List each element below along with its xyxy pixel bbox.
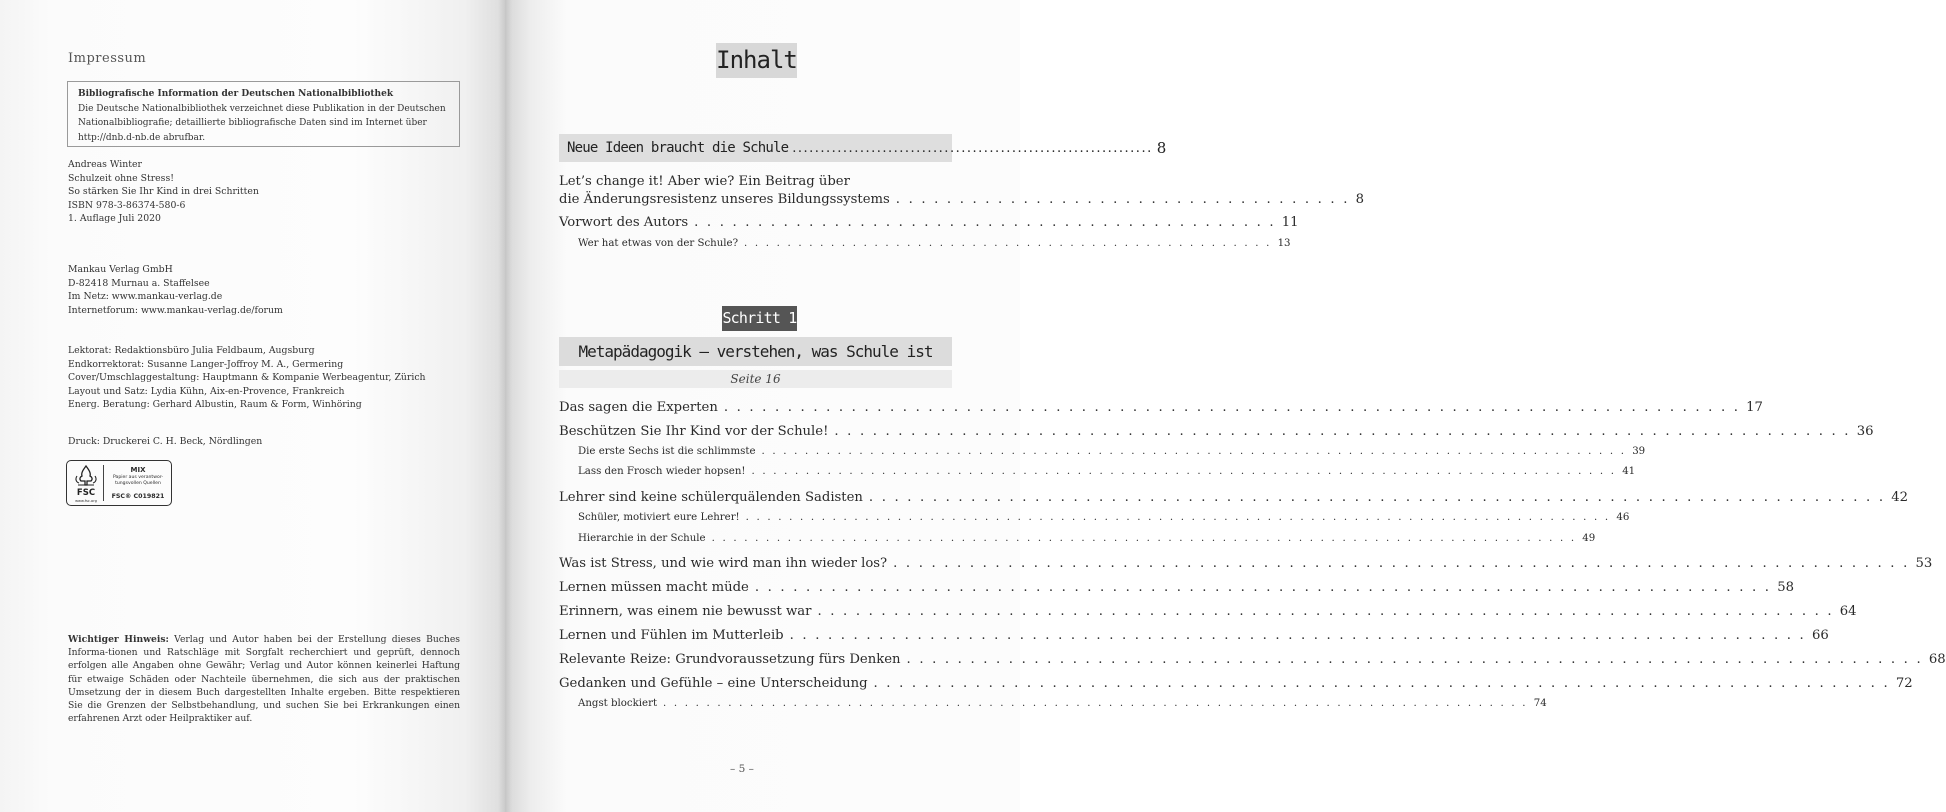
- step-title-bar[interactable]: Metapädagogik – verstehen, was Schule ist: [559, 337, 952, 366]
- toc-page: 74: [1533, 698, 1547, 709]
- toc-page: 46: [1616, 512, 1630, 523]
- isbn: ISBN 978-3-86374-580-6: [68, 199, 186, 211]
- credit-line: Energ. Beratung: Gerhard Albustin, Raum & Form, Winhöring: [68, 399, 362, 410]
- toc-entry[interactable]: [578, 446, 1646, 461]
- biblio-title: Bibliografische Information der Deutschen Nationalbibliothek: [78, 89, 394, 99]
- biblio-line: Die Deutsche Nationalbibliothek verzeichnet diese Publikation in der Deutschen: [78, 103, 446, 114]
- leader-dots: . . . . . . . . . . . . . . . . . . . . . . . . . . . . . . . . . . . . . . . . . . . . . .: [694, 215, 1276, 230]
- toc-entry[interactable]: [559, 580, 1794, 600]
- toc-page: 11: [1281, 215, 1299, 230]
- publisher-line: D-82418 Murnau a. Staffelsee: [68, 277, 210, 289]
- step-page-bar: Seite 16: [559, 370, 952, 388]
- toc-label: Wer hat etwas von der Schule?: [578, 238, 739, 249]
- toc-entry[interactable]: [578, 512, 1630, 527]
- toc-label: Hierarchie in der Schule: [578, 533, 706, 544]
- toc-page: 49: [1582, 533, 1596, 544]
- leader-dots: . . . . . . . . . . . . . . . . . . . . . . . . . . . . . . . . . . . . . . . . . . . . . . . . . . . . . . . . . . . . . . . . . . . . . . . . . . . . . . . .: [754, 580, 1772, 595]
- toc-entry[interactable]: [559, 400, 1763, 420]
- toc-page: 58: [1777, 580, 1794, 595]
- book-title: Schulzeit ohne Stress!: [68, 172, 174, 184]
- book-info: [68, 158, 259, 226]
- toc-page: 13: [1277, 238, 1291, 249]
- publisher-line: Mankau Verlag GmbH: [68, 264, 173, 275]
- fsc-website: www.fsc.org: [75, 499, 97, 503]
- toc-entry[interactable]: [578, 698, 1547, 713]
- toc-entry-vorwort[interactable]: [559, 215, 1299, 235]
- toc-entry-wer-hat-etwas[interactable]: [578, 238, 1291, 253]
- warning-label: Wichtiger Hinweis:: [68, 634, 169, 645]
- credits: [68, 344, 426, 412]
- leader-dots: . . . . . . . . . . . . . . . . . . . . . . . . . . . . . . . . . . . . . . . . . . . . . . . . . . . . . . . . . . . . . . . . . . . . . . . . . . . . . . . .: [789, 628, 1806, 643]
- leader-dots: ................................................................: [792, 140, 1153, 156]
- toc-label: Schüler, motiviert eure Lehrer!: [578, 512, 740, 523]
- fsc-label: [66, 460, 172, 506]
- toc-page: 72: [1895, 676, 1913, 691]
- leader-dots: . . . . . . . . . . . . . . . . . . . . . . . . . . . . . . . . . . . . . . . . . . . . . . . . . . . . . . . . . . . . . . . . . . . . . . . . . . . . . . . .: [723, 400, 1741, 415]
- toc-page: 17: [1746, 400, 1763, 415]
- fsc-divider: [103, 465, 104, 501]
- toc-entry[interactable]: [559, 652, 1946, 672]
- leader-dots: . . . . . . . . . . . . . . . . . . . . . . . . . . . . . . . . . . . . . . . . . . . . . . . . . . . . . . . . . . . . . . . . . . . . . . . . . . . . . . . .: [745, 512, 1611, 523]
- fsc-tree-logo-icon: [72, 464, 100, 502]
- toc-page: 53: [1915, 556, 1933, 571]
- toc-entry[interactable]: [559, 424, 1874, 444]
- biblio-line: Nationalbibliografie; detaillierte bibliografische Daten sind im Internet über: [78, 118, 427, 128]
- toc-label: die Änderungsresistenz unseres Bildungssystems: [559, 192, 890, 207]
- leader-dots: . . . . . . . . . . . . . . . . . . . . . . . . . . . . . . . . . . . . . . . . . . . . . . . . . . . . . . . . . . . . . . . . . . . . . . . . . . . . . . . .: [751, 466, 1617, 477]
- toc-entry[interactable]: [578, 533, 1596, 548]
- contents-heading: Inhalt: [716, 43, 797, 78]
- step-badge: Schritt 1: [722, 306, 797, 331]
- fsc-mix-label: MIX: [130, 466, 146, 474]
- leader-dots: . . . . . . . . . . . . . . . . . . . . . . . . . . . . . . . . . . . . . . . . . . . . . . . . . . . . . . . . . . . . . . . . . . . . . . . . . . . . . . . .: [834, 424, 1851, 439]
- fsc-sub-line: Papier aus verantwor-: [112, 475, 164, 480]
- toc-entry[interactable]: [578, 466, 1636, 481]
- publisher-line: Internetforum: www.mankau-verlag.de/forum: [68, 304, 283, 316]
- book-subtitle: So stärken Sie Ihr Kind in drei Schritten: [68, 186, 259, 197]
- toc-page: 41: [1622, 466, 1636, 477]
- leader-dots: . . . . . . . . . . . . . . . . . . . . . . . . . . . . . . . . . . . . . . . . . . . . . . . . . . . . . . . . . . . . . . . . . . . . . . . . . . . . . . . .: [761, 446, 1627, 457]
- leader-dots: . . . . . . . . . . . . . . . . . . . . . . . . . . . . . . . . . . . . . . . . . . . . . . . . . . . . . . . . . . . . . . . . . . . . . . . . . . . . . . . .: [893, 556, 1910, 571]
- credit-line: Lektorat: Redaktionsbüro Julia Feldbaum, Augsburg: [68, 345, 315, 356]
- fsc-code: FSC® C019821: [111, 493, 165, 500]
- toc-entry[interactable]: [559, 604, 1857, 624]
- leader-dots: . . . . . . . . . . . . . . . . . . . . . . . . . . . . . . . . . . . . . . . . . . . . . . . . . . . . . . . . . . . . . . . . . . . . . . . . . . . . . . . .: [817, 604, 1834, 619]
- leader-dots: . . . . . . . . . . . . . . . . . . . . . . . . . . . . . . . . . . . . . . . . . . . . . . . . . . . . . . . . . . . . . . . . . . . . . . . . . . . . . . . .: [906, 652, 1923, 667]
- fsc-subtext: [107, 475, 169, 486]
- toc-label: Lass den Frosch wieder hopsen!: [578, 466, 746, 477]
- leader-dots: . . . . . . . . . . . . . . . . . . . . . . . . . . . . . . . . . . . . . . . . . . . . . . . . . . . . . . . . . . . . . . . . . . . . . . . . . . . . . . . .: [711, 533, 1577, 544]
- toc-page: 64: [1839, 604, 1857, 619]
- print-info: Druck: Druckerei C. H. Beck, Nördlingen: [68, 436, 263, 447]
- toc-entry[interactable]: [559, 628, 1829, 648]
- toc-page: 39: [1632, 446, 1646, 457]
- publisher-info: [68, 263, 283, 317]
- left-page-impressum: [0, 0, 505, 812]
- edition: 1. Auflage Juli 2020: [68, 213, 161, 224]
- toc-label: Lernen müssen macht müde: [559, 580, 749, 595]
- toc-label: Gedanken und Gefühle – eine Unterscheidung: [559, 676, 868, 691]
- toc-label: Lehrer sind keine schülerquälenden Sadisten: [559, 490, 863, 505]
- author-name: Andreas Winter: [68, 159, 142, 170]
- section-label: Neue Ideen braucht die Schule: [567, 140, 789, 156]
- credit-line: Endkorrektorat: Susanne Langer-Joffroy M. A., Germering: [68, 358, 344, 370]
- toc-label: Vorwort des Autors: [559, 215, 689, 230]
- toc-label: Was ist Stress, und wie wird man ihn wieder los?: [559, 556, 888, 571]
- book-gutter-shadow: [498, 0, 512, 812]
- section-page: 8: [1156, 139, 1167, 157]
- page-number: – 5 –: [730, 763, 754, 775]
- toc-label: Lernen und Fühlen im Mutterleib: [559, 628, 784, 643]
- section-bar-neue-ideen[interactable]: [559, 134, 1167, 162]
- leader-dots: . . . . . . . . . . . . . . . . . . . . . . . . . . . . . . . . . . . . . . . . . . . . . . . . .: [744, 238, 1272, 249]
- toc-entry-lets-change[interactable]: [559, 192, 1364, 212]
- biblio-info-box: [67, 81, 460, 147]
- fsc-sub-line: tungsvollen Quellen: [115, 480, 161, 486]
- leader-dots: . . . . . . . . . . . . . . . . . . . . . . . . . . . . . . . . . . . . . . . . . . . . . . . . . . . . . . . . . . . . . . . . . . . . . . . . . . . . . . . .: [868, 490, 1886, 505]
- leader-dots: . . . . . . . . . . . . . . . . . . . . . . . . . . . . . . . . . . . . . . . . . . . . . . . . . . . . . . . . . . . . . . . . . . . . . . . . . . . . . . . .: [873, 676, 1890, 691]
- toc-page: 42: [1891, 490, 1909, 505]
- publisher-line: Im Netz: www.mankau-verlag.de: [68, 291, 223, 302]
- toc-entry-line1: Let’s change it! Aber wie? Ein Beitrag über: [559, 174, 850, 189]
- warning-text: Verlag und Autor haben bei der Erstellung dieses Buches Informa-tionen und Ratschläge mit Sorgfalt recherchiert und geprüft, dennoch erfolgen alle Angaben ohne Gewähr; Verlag und Autor können keinerlei Haftung für etwaige Schäden oder Nachteile übernehmen, die sich aus der praktischen Umsetzung der in diesem Buch dargestellten Inhalte ergeben. Bitte respektieren Sie die Grenzen der Selbstbehandlung, und suchen Sie bei Erkrankungen einen erfahrenen Arzt oder Heilpraktiker auf.: [68, 634, 460, 725]
- toc-page: 66: [1811, 628, 1829, 643]
- toc-label: Die erste Sechs ist die schlimmste: [578, 446, 756, 457]
- toc-page: 8: [1355, 192, 1364, 207]
- toc-label: Angst blockiert: [578, 698, 658, 709]
- biblio-line: http://dnb.d-nb.de abrufbar.: [78, 132, 206, 143]
- toc-entry[interactable]: [559, 556, 1933, 576]
- legal-warning: [68, 633, 460, 725]
- toc-label: Relevante Reize: Grundvoraussetzung fürs Denken: [559, 652, 901, 667]
- impressum-heading: Impressum: [68, 51, 147, 66]
- toc-label: Das sagen die Experten: [559, 400, 718, 415]
- toc-entry[interactable]: [559, 676, 1913, 696]
- toc-label: Erinnern, was einem nie bewusst war: [559, 604, 812, 619]
- credit-line: Cover/Umschlaggestaltung: Hauptmann & Kompanie Werbeagentur, Zürich: [68, 372, 426, 383]
- credit-line: Layout und Satz: Lydia Kühn, Aix-en-Provence, Frankreich: [68, 385, 345, 397]
- toc-page: 68: [1928, 652, 1946, 667]
- fsc-brand-text: FSC: [76, 488, 96, 498]
- leader-dots: . . . . . . . . . . . . . . . . . . . . . . . . . . . . . . . . . . . .: [895, 192, 1350, 207]
- toc-page: 36: [1856, 424, 1874, 439]
- leader-dots: . . . . . . . . . . . . . . . . . . . . . . . . . . . . . . . . . . . . . . . . . . . . . . . . . . . . . . . . . . . . . . . . . . . . . . . . . . . . . . . .: [663, 698, 1528, 709]
- toc-entry[interactable]: [559, 490, 1909, 510]
- toc-label: Beschützen Sie Ihr Kind vor der Schule!: [559, 424, 829, 439]
